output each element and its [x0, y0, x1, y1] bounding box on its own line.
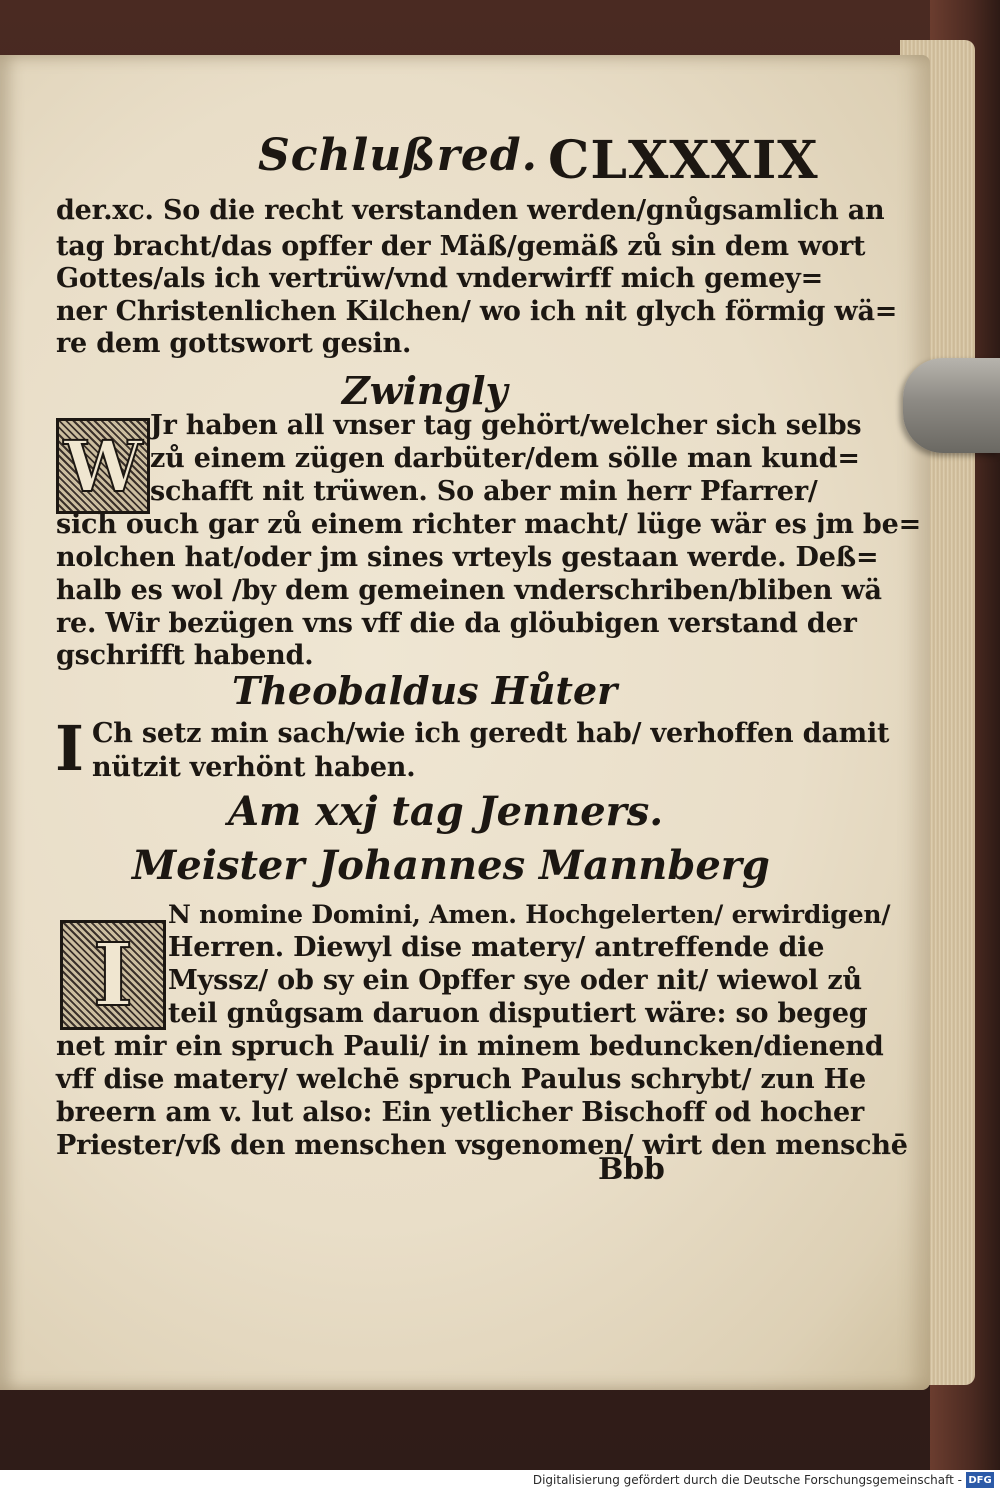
running-head-title: Schlußred. — [258, 130, 538, 181]
speaker-heading: Meister Johannes Mannberg — [132, 842, 770, 889]
text-line: zů einem zügen darbüter/dem sölle man kund= — [150, 443, 860, 474]
text-line: net mir ein spruch Pauli/ in minem beduncken/dienend — [56, 1031, 884, 1062]
text-line: schafft nit trüwen. So aber min herr Pfarrer/ — [150, 476, 818, 507]
text-line: Ch setz min sach/wie ich geredt hab/ verhoffen damit — [92, 718, 890, 749]
catchword: Bbb — [598, 1152, 665, 1187]
text-line: sich ouch gar zů einem richter macht/ lüge wär es jm be= — [56, 509, 922, 540]
funding-credit: Digitalisierung gefördert durch die Deutsche Forschungsgemeinschaft - — [532, 1473, 962, 1487]
text-line: ner Christenlichen Kilchen/ wo ich nit glych förmig wä= — [56, 296, 898, 327]
text-line: teil gnůgsam daruon disputiert wäre: so begeg — [168, 998, 868, 1029]
folio-number: CLXXXIX — [548, 130, 819, 191]
text-line: nützit verhönt haben. — [92, 752, 416, 783]
text-line: gschrifft habend. — [56, 640, 314, 671]
text-line: Herren. Diewyl dise matery/ antreffende die — [168, 932, 825, 963]
initial-letter: I — [92, 924, 134, 1026]
text-line: re. Wir bezügen vns vff die da glöubigen verstand der — [56, 608, 857, 639]
speaker-heading: Theobaldus Hůter — [232, 668, 618, 713]
text-line: der.xc. So die recht verstanden werden/gnůgsamlich an — [56, 195, 885, 226]
decorated-initial — [60, 920, 166, 1030]
bookmark-clip — [903, 358, 1000, 453]
initial-letter: I — [55, 712, 85, 785]
text-line: Myssz/ ob sy ein Opffer sye oder nit/ wiewol zů — [168, 965, 862, 996]
initial-letter: W — [63, 424, 143, 508]
text-line: Gottes/als ich vertrüw/vnd vnderwirff mich gemey= — [56, 263, 824, 294]
dfg-logo: DFG — [966, 1472, 994, 1488]
text-line: re dem gottswort gesin. — [56, 328, 412, 359]
text-line: breern am v. lut also: Ein yetlicher Bischoff od hocher — [56, 1097, 865, 1128]
speaker-heading: Zwingly — [342, 368, 508, 413]
text-line: halb es wol /by dem gemeinen vnderschriben/bliben wä — [56, 575, 882, 606]
text-line: tag bracht/das opffer der Mäß/gemäß zů sin dem wort — [56, 231, 866, 262]
text-line: N nomine Domini, Amen. Hochgelerten/ erwirdigen/ — [168, 900, 891, 929]
date-heading: Am xxj tag Jenners. — [228, 788, 664, 835]
decorated-initial — [56, 418, 150, 514]
text-line: Jr haben all vnser tag gehört/welcher sich selbs — [150, 410, 862, 441]
text-line: Priester/vß den menschen vsgenomen/ wirt den menschē — [56, 1130, 908, 1161]
text-line: vff dise matery/ welchē spruch Paulus schrybt/ zun He — [56, 1064, 866, 1095]
text-line: nolchen hat/oder jm sines vrteyls gestaan werde. Deß= — [56, 542, 879, 573]
